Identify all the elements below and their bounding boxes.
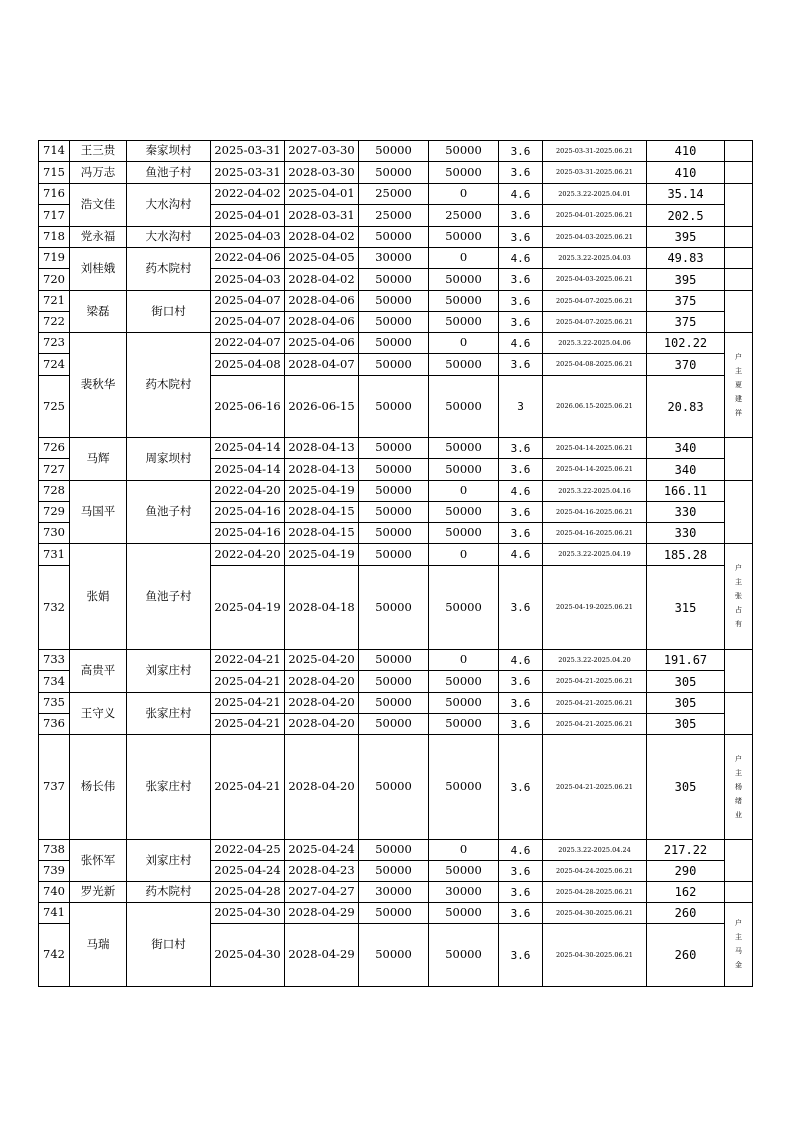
start-date-cell: 2025-04-08 xyxy=(211,354,285,376)
loan-amount-cell: 50000 xyxy=(359,141,429,162)
end-date-cell: 2028-04-18 xyxy=(285,566,359,650)
start-date-cell: 2022-04-25 xyxy=(211,840,285,861)
loan-amount-cell: 50000 xyxy=(359,459,429,481)
loan-amount-cell: 50000 xyxy=(359,650,429,671)
balance-cell: 50000 xyxy=(429,693,499,714)
interest-amount-cell: 217.22 xyxy=(647,840,725,861)
loan-amount-cell: 50000 xyxy=(359,566,429,650)
end-date-cell: 2028-03-31 xyxy=(285,205,359,227)
start-date-cell: 2025-03-31 xyxy=(211,141,285,162)
row-number-cell: 736 xyxy=(39,714,70,735)
interest-amount-cell: 315 xyxy=(647,566,725,650)
village-cell: 刘家庄村 xyxy=(127,840,211,882)
interest-rate-cell: 3.6 xyxy=(499,141,543,162)
borrower-name-cell: 冯万志 xyxy=(70,162,127,184)
start-date-cell: 2025-04-07 xyxy=(211,291,285,312)
balance-cell: 50000 xyxy=(429,227,499,248)
table-row xyxy=(39,544,753,566)
interest-period-cell: 2025.3.22-2025.04.01 xyxy=(543,184,647,205)
interest-period-cell: 2025-04-16-2025.06.21 xyxy=(543,502,647,523)
interest-amount-cell: 191.67 xyxy=(647,650,725,671)
end-date-cell: 2025-04-19 xyxy=(285,544,359,566)
start-date-cell: 2025-04-16 xyxy=(211,523,285,544)
interest-rate-cell: 3.6 xyxy=(499,714,543,735)
borrower-name-cell: 张怀军 xyxy=(70,840,127,882)
table-body xyxy=(39,141,753,987)
interest-amount-cell: 102.22 xyxy=(647,333,725,354)
interest-period-cell: 2025.3.22-2025.04.03 xyxy=(543,248,647,269)
end-date-cell: 2028-04-02 xyxy=(285,269,359,291)
start-date-cell: 2025-04-03 xyxy=(211,227,285,248)
interest-rate-cell: 4.6 xyxy=(499,333,543,354)
end-date-cell: 2028-04-20 xyxy=(285,693,359,714)
table-row xyxy=(39,903,753,924)
loan-amount-cell: 50000 xyxy=(359,162,429,184)
balance-cell: 50000 xyxy=(429,312,499,333)
loan-amount-cell: 50000 xyxy=(359,861,429,882)
interest-amount-cell: 305 xyxy=(647,693,725,714)
note-cell xyxy=(725,141,753,162)
row-number-cell: 728 xyxy=(39,481,70,502)
interest-amount-cell: 375 xyxy=(647,291,725,312)
balance-cell: 50000 xyxy=(429,523,499,544)
row-number-cell: 722 xyxy=(39,312,70,333)
loan-amount-cell: 50000 xyxy=(359,714,429,735)
start-date-cell: 2025-04-07 xyxy=(211,312,285,333)
interest-amount-cell: 185.28 xyxy=(647,544,725,566)
loan-amount-cell: 50000 xyxy=(359,438,429,459)
borrower-name-cell: 杨长伟 xyxy=(70,735,127,840)
interest-rate-cell: 3.6 xyxy=(499,693,543,714)
loan-amount-cell: 50000 xyxy=(359,924,429,987)
interest-amount-cell: 260 xyxy=(647,903,725,924)
start-date-cell: 2025-04-30 xyxy=(211,924,285,987)
interest-amount-cell: 330 xyxy=(647,523,725,544)
table-row xyxy=(39,840,753,861)
balance-cell: 50000 xyxy=(429,141,499,162)
interest-rate-cell: 3.6 xyxy=(499,312,543,333)
row-number-cell: 730 xyxy=(39,523,70,544)
loan-amount-cell: 50000 xyxy=(359,376,429,438)
table-row xyxy=(39,693,753,714)
interest-period-cell: 2025-04-16-2025.06.21 xyxy=(543,523,647,544)
table-row xyxy=(39,481,753,502)
note-cell xyxy=(725,162,753,184)
interest-rate-cell: 3 xyxy=(499,376,543,438)
row-number-cell: 740 xyxy=(39,882,70,903)
interest-amount-cell: 410 xyxy=(647,141,725,162)
interest-period-cell: 2025-04-21-2025.06.21 xyxy=(543,714,647,735)
row-number-cell: 732 xyxy=(39,566,70,650)
interest-rate-cell: 3.6 xyxy=(499,523,543,544)
interest-amount-cell: 375 xyxy=(647,312,725,333)
interest-rate-cell: 3.6 xyxy=(499,459,543,481)
balance-cell: 50000 xyxy=(429,714,499,735)
row-number-cell: 731 xyxy=(39,544,70,566)
interest-rate-cell: 4.6 xyxy=(499,481,543,502)
balance-cell: 0 xyxy=(429,184,499,205)
table-row xyxy=(39,650,753,671)
note-cell xyxy=(725,650,753,693)
row-number-cell: 721 xyxy=(39,291,70,312)
interest-period-cell: 2026.06.15-2025.06.21 xyxy=(543,376,647,438)
row-number-cell: 741 xyxy=(39,903,70,924)
balance-cell: 50000 xyxy=(429,671,499,693)
village-cell: 鱼池子村 xyxy=(127,544,211,650)
note-cell xyxy=(725,269,753,291)
interest-amount-cell: 166.11 xyxy=(647,481,725,502)
table-row xyxy=(39,438,753,459)
village-cell: 鱼池子村 xyxy=(127,162,211,184)
balance-cell: 50000 xyxy=(429,566,499,650)
start-date-cell: 2025-04-14 xyxy=(211,438,285,459)
borrower-name-cell: 高贵平 xyxy=(70,650,127,693)
balance-cell: 50000 xyxy=(429,502,499,523)
note-cell xyxy=(725,248,753,269)
balance-cell: 50000 xyxy=(429,735,499,840)
interest-amount-cell: 260 xyxy=(647,924,725,987)
balance-cell: 0 xyxy=(429,333,499,354)
interest-amount-cell: 340 xyxy=(647,438,725,459)
balance-cell: 50000 xyxy=(429,269,499,291)
loan-amount-cell: 50000 xyxy=(359,693,429,714)
note-cell: 户 主 夏 建 祥 xyxy=(725,333,753,438)
loan-amount-cell: 50000 xyxy=(359,354,429,376)
interest-amount-cell: 340 xyxy=(647,459,725,481)
borrower-name-cell: 裴秋华 xyxy=(70,333,127,438)
table-row xyxy=(39,248,753,269)
borrower-name-cell: 罗光新 xyxy=(70,882,127,903)
row-number-cell: 726 xyxy=(39,438,70,459)
village-cell: 大水沟村 xyxy=(127,184,211,227)
balance-cell: 50000 xyxy=(429,861,499,882)
interest-rate-cell: 3.6 xyxy=(499,438,543,459)
end-date-cell: 2025-04-24 xyxy=(285,840,359,861)
start-date-cell: 2025-04-16 xyxy=(211,502,285,523)
village-cell: 秦家坝村 xyxy=(127,141,211,162)
note-cell xyxy=(725,227,753,248)
row-number-cell: 714 xyxy=(39,141,70,162)
start-date-cell: 2025-04-30 xyxy=(211,903,285,924)
loan-amount-cell: 50000 xyxy=(359,735,429,840)
interest-period-cell: 2025-04-14-2025.06.21 xyxy=(543,459,647,481)
start-date-cell: 2025-04-28 xyxy=(211,882,285,903)
end-date-cell: 2028-04-13 xyxy=(285,438,359,459)
balance-cell: 50000 xyxy=(429,903,499,924)
interest-amount-cell: 395 xyxy=(647,227,725,248)
interest-period-cell: 2025-04-08-2025.06.21 xyxy=(543,354,647,376)
interest-period-cell: 2025-04-07-2025.06.21 xyxy=(543,312,647,333)
interest-amount-cell: 35.14 xyxy=(647,184,725,205)
interest-period-cell: 2025-04-19-2025.06.21 xyxy=(543,566,647,650)
village-cell: 张家庄村 xyxy=(127,693,211,735)
interest-amount-cell: 330 xyxy=(647,502,725,523)
interest-rate-cell: 3.6 xyxy=(499,291,543,312)
balance-cell: 0 xyxy=(429,544,499,566)
note-cell: 户 主 马 金 xyxy=(725,903,753,987)
balance-cell: 50000 xyxy=(429,924,499,987)
start-date-cell: 2022-04-20 xyxy=(211,481,285,502)
balance-cell: 0 xyxy=(429,481,499,502)
interest-period-cell: 2025-04-21-2025.06.21 xyxy=(543,693,647,714)
village-cell: 大水沟村 xyxy=(127,227,211,248)
row-number-cell: 734 xyxy=(39,671,70,693)
interest-amount-cell: 202.5 xyxy=(647,205,725,227)
loan-amount-cell: 50000 xyxy=(359,269,429,291)
note-cell: 户 主 张 占 有 xyxy=(725,544,753,650)
row-number-cell: 719 xyxy=(39,248,70,269)
interest-rate-cell: 3.6 xyxy=(499,735,543,840)
end-date-cell: 2026-06-15 xyxy=(285,376,359,438)
note-cell xyxy=(725,693,753,735)
row-number-cell: 725 xyxy=(39,376,70,438)
end-date-cell: 2025-04-01 xyxy=(285,184,359,205)
balance-cell: 0 xyxy=(429,650,499,671)
village-cell: 药木院村 xyxy=(127,248,211,291)
loan-amount-cell: 50000 xyxy=(359,903,429,924)
interest-rate-cell: 3.6 xyxy=(499,903,543,924)
balance-cell: 50000 xyxy=(429,438,499,459)
end-date-cell: 2028-04-20 xyxy=(285,735,359,840)
table-row xyxy=(39,162,753,184)
row-number-cell: 739 xyxy=(39,861,70,882)
borrower-name-cell: 马瑞 xyxy=(70,903,127,987)
row-number-cell: 724 xyxy=(39,354,70,376)
interest-period-cell: 2025-04-21-2025.06.21 xyxy=(543,671,647,693)
interest-period-cell: 2025-04-14-2025.06.21 xyxy=(543,438,647,459)
loan-amount-cell: 50000 xyxy=(359,671,429,693)
end-date-cell: 2028-04-13 xyxy=(285,459,359,481)
borrower-name-cell: 浩文佳 xyxy=(70,184,127,227)
balance-cell: 25000 xyxy=(429,205,499,227)
end-date-cell: 2025-04-06 xyxy=(285,333,359,354)
interest-period-cell: 2025-04-07-2025.06.21 xyxy=(543,291,647,312)
end-date-cell: 2028-04-29 xyxy=(285,924,359,987)
balance-cell: 50000 xyxy=(429,162,499,184)
table-row xyxy=(39,184,753,205)
interest-amount-cell: 370 xyxy=(647,354,725,376)
interest-amount-cell: 305 xyxy=(647,671,725,693)
interest-rate-cell: 3.6 xyxy=(499,566,543,650)
interest-rate-cell: 3.6 xyxy=(499,205,543,227)
end-date-cell: 2028-04-23 xyxy=(285,861,359,882)
village-cell: 周家坝村 xyxy=(127,438,211,481)
note-cell xyxy=(725,481,753,544)
interest-period-cell: 2025-04-03-2025.06.21 xyxy=(543,269,647,291)
loan-amount-cell: 30000 xyxy=(359,248,429,269)
table-row xyxy=(39,882,753,903)
loan-amount-cell: 50000 xyxy=(359,840,429,861)
loan-amount-cell: 50000 xyxy=(359,481,429,502)
end-date-cell: 2028-04-15 xyxy=(285,523,359,544)
end-date-cell: 2028-03-30 xyxy=(285,162,359,184)
borrower-name-cell: 党永福 xyxy=(70,227,127,248)
note-cell xyxy=(725,882,753,903)
village-cell: 街口村 xyxy=(127,903,211,987)
start-date-cell: 2022-04-06 xyxy=(211,248,285,269)
row-number-cell: 717 xyxy=(39,205,70,227)
table-row xyxy=(39,291,753,312)
end-date-cell: 2028-04-02 xyxy=(285,227,359,248)
table-row xyxy=(39,141,753,162)
start-date-cell: 2022-04-20 xyxy=(211,544,285,566)
start-date-cell: 2025-04-24 xyxy=(211,861,285,882)
note-cell xyxy=(725,840,753,882)
borrower-name-cell: 王三贵 xyxy=(70,141,127,162)
interest-rate-cell: 4.6 xyxy=(499,650,543,671)
end-date-cell: 2025-04-20 xyxy=(285,650,359,671)
loan-amount-cell: 50000 xyxy=(359,333,429,354)
start-date-cell: 2025-06-16 xyxy=(211,376,285,438)
interest-rate-cell: 4.6 xyxy=(499,184,543,205)
start-date-cell: 2025-04-03 xyxy=(211,269,285,291)
village-cell: 街口村 xyxy=(127,291,211,333)
end-date-cell: 2028-04-06 xyxy=(285,291,359,312)
table-row xyxy=(39,227,753,248)
interest-period-cell: 2025.3.22-2025.04.24 xyxy=(543,840,647,861)
borrower-name-cell: 王守义 xyxy=(70,693,127,735)
balance-cell: 50000 xyxy=(429,376,499,438)
note-cell: 户 主 杨 绪 业 xyxy=(725,735,753,840)
end-date-cell: 2027-04-27 xyxy=(285,882,359,903)
interest-amount-cell: 395 xyxy=(647,269,725,291)
row-number-cell: 723 xyxy=(39,333,70,354)
table-row xyxy=(39,735,753,840)
loan-amount-cell: 50000 xyxy=(359,312,429,333)
loan-amount-cell: 25000 xyxy=(359,184,429,205)
interest-rate-cell: 4.6 xyxy=(499,248,543,269)
interest-rate-cell: 3.6 xyxy=(499,227,543,248)
start-date-cell: 2022-04-07 xyxy=(211,333,285,354)
interest-rate-cell: 3.6 xyxy=(499,882,543,903)
row-number-cell: 727 xyxy=(39,459,70,481)
loan-amount-cell: 50000 xyxy=(359,502,429,523)
interest-rate-cell: 4.6 xyxy=(499,840,543,861)
balance-cell: 0 xyxy=(429,840,499,861)
row-number-cell: 716 xyxy=(39,184,70,205)
balance-cell: 50000 xyxy=(429,459,499,481)
start-date-cell: 2025-04-21 xyxy=(211,693,285,714)
end-date-cell: 2025-04-19 xyxy=(285,481,359,502)
start-date-cell: 2025-03-31 xyxy=(211,162,285,184)
village-cell: 药木院村 xyxy=(127,333,211,438)
start-date-cell: 2025-04-21 xyxy=(211,714,285,735)
end-date-cell: 2028-04-20 xyxy=(285,671,359,693)
interest-amount-cell: 162 xyxy=(647,882,725,903)
interest-amount-cell: 410 xyxy=(647,162,725,184)
end-date-cell: 2028-04-29 xyxy=(285,903,359,924)
interest-period-cell: 2025-04-01-2025.06.21 xyxy=(543,205,647,227)
loan-amount-cell: 50000 xyxy=(359,544,429,566)
interest-period-cell: 2025-04-24-2025.06.21 xyxy=(543,861,647,882)
interest-period-cell: 2025-03-31-2025.06.21 xyxy=(543,162,647,184)
interest-rate-cell: 3.6 xyxy=(499,502,543,523)
start-date-cell: 2025-04-21 xyxy=(211,671,285,693)
row-number-cell: 742 xyxy=(39,924,70,987)
loan-amount-cell: 50000 xyxy=(359,291,429,312)
start-date-cell: 2022-04-21 xyxy=(211,650,285,671)
interest-rate-cell: 3.6 xyxy=(499,924,543,987)
village-cell: 张家庄村 xyxy=(127,735,211,840)
balance-cell: 0 xyxy=(429,248,499,269)
interest-period-cell: 2025-04-30-2025.06.21 xyxy=(543,924,647,987)
row-number-cell: 720 xyxy=(39,269,70,291)
interest-period-cell: 2025.3.22-2025.04.19 xyxy=(543,544,647,566)
row-number-cell: 729 xyxy=(39,502,70,523)
start-date-cell: 2025-04-21 xyxy=(211,735,285,840)
interest-period-cell: 2025-04-28-2025.06.21 xyxy=(543,882,647,903)
loan-amount-cell: 50000 xyxy=(359,227,429,248)
borrower-name-cell: 张娟 xyxy=(70,544,127,650)
borrower-name-cell: 刘桂娥 xyxy=(70,248,127,291)
interest-period-cell: 2025-03-31-2025.06.21 xyxy=(543,141,647,162)
interest-amount-cell: 20.83 xyxy=(647,376,725,438)
interest-period-cell: 2025.3.22-2025.04.06 xyxy=(543,333,647,354)
end-date-cell: 2027-03-30 xyxy=(285,141,359,162)
note-cell xyxy=(725,184,753,227)
borrower-name-cell: 梁磊 xyxy=(70,291,127,333)
end-date-cell: 2028-04-20 xyxy=(285,714,359,735)
loan-amount-cell: 25000 xyxy=(359,205,429,227)
row-number-cell: 715 xyxy=(39,162,70,184)
interest-amount-cell: 305 xyxy=(647,735,725,840)
village-cell: 刘家庄村 xyxy=(127,650,211,693)
loan-amount-cell: 30000 xyxy=(359,882,429,903)
village-cell: 鱼池子村 xyxy=(127,481,211,544)
start-date-cell: 2025-04-19 xyxy=(211,566,285,650)
interest-period-cell: 2025-04-21-2025.06.21 xyxy=(543,735,647,840)
row-number-cell: 718 xyxy=(39,227,70,248)
interest-period-cell: 2025-04-03-2025.06.21 xyxy=(543,227,647,248)
interest-period-cell: 2025.3.22-2025.04.16 xyxy=(543,481,647,502)
interest-period-cell: 2025.3.22-2025.04.20 xyxy=(543,650,647,671)
end-date-cell: 2028-04-07 xyxy=(285,354,359,376)
start-date-cell: 2022-04-02 xyxy=(211,184,285,205)
row-number-cell: 733 xyxy=(39,650,70,671)
borrower-name-cell: 马辉 xyxy=(70,438,127,481)
note-cell xyxy=(725,291,753,333)
village-cell: 药木院村 xyxy=(127,882,211,903)
interest-rate-cell: 3.6 xyxy=(499,861,543,882)
balance-cell: 50000 xyxy=(429,291,499,312)
table-row xyxy=(39,333,753,354)
borrower-name-cell: 马国平 xyxy=(70,481,127,544)
end-date-cell: 2028-04-06 xyxy=(285,312,359,333)
row-number-cell: 738 xyxy=(39,840,70,861)
row-number-cell: 737 xyxy=(39,735,70,840)
interest-rate-cell: 3.6 xyxy=(499,671,543,693)
interest-amount-cell: 305 xyxy=(647,714,725,735)
interest-rate-cell: 3.6 xyxy=(499,354,543,376)
loan-interest-table xyxy=(38,140,753,987)
row-number-cell: 735 xyxy=(39,693,70,714)
end-date-cell: 2025-04-05 xyxy=(285,248,359,269)
note-cell xyxy=(725,438,753,481)
interest-rate-cell: 3.6 xyxy=(499,269,543,291)
interest-rate-cell: 4.6 xyxy=(499,544,543,566)
interest-period-cell: 2025-04-30-2025.06.21 xyxy=(543,903,647,924)
start-date-cell: 2025-04-14 xyxy=(211,459,285,481)
end-date-cell: 2028-04-15 xyxy=(285,502,359,523)
balance-cell: 30000 xyxy=(429,882,499,903)
interest-amount-cell: 290 xyxy=(647,861,725,882)
balance-cell: 50000 xyxy=(429,354,499,376)
loan-amount-cell: 50000 xyxy=(359,523,429,544)
start-date-cell: 2025-04-01 xyxy=(211,205,285,227)
interest-amount-cell: 49.83 xyxy=(647,248,725,269)
interest-rate-cell: 3.6 xyxy=(499,162,543,184)
